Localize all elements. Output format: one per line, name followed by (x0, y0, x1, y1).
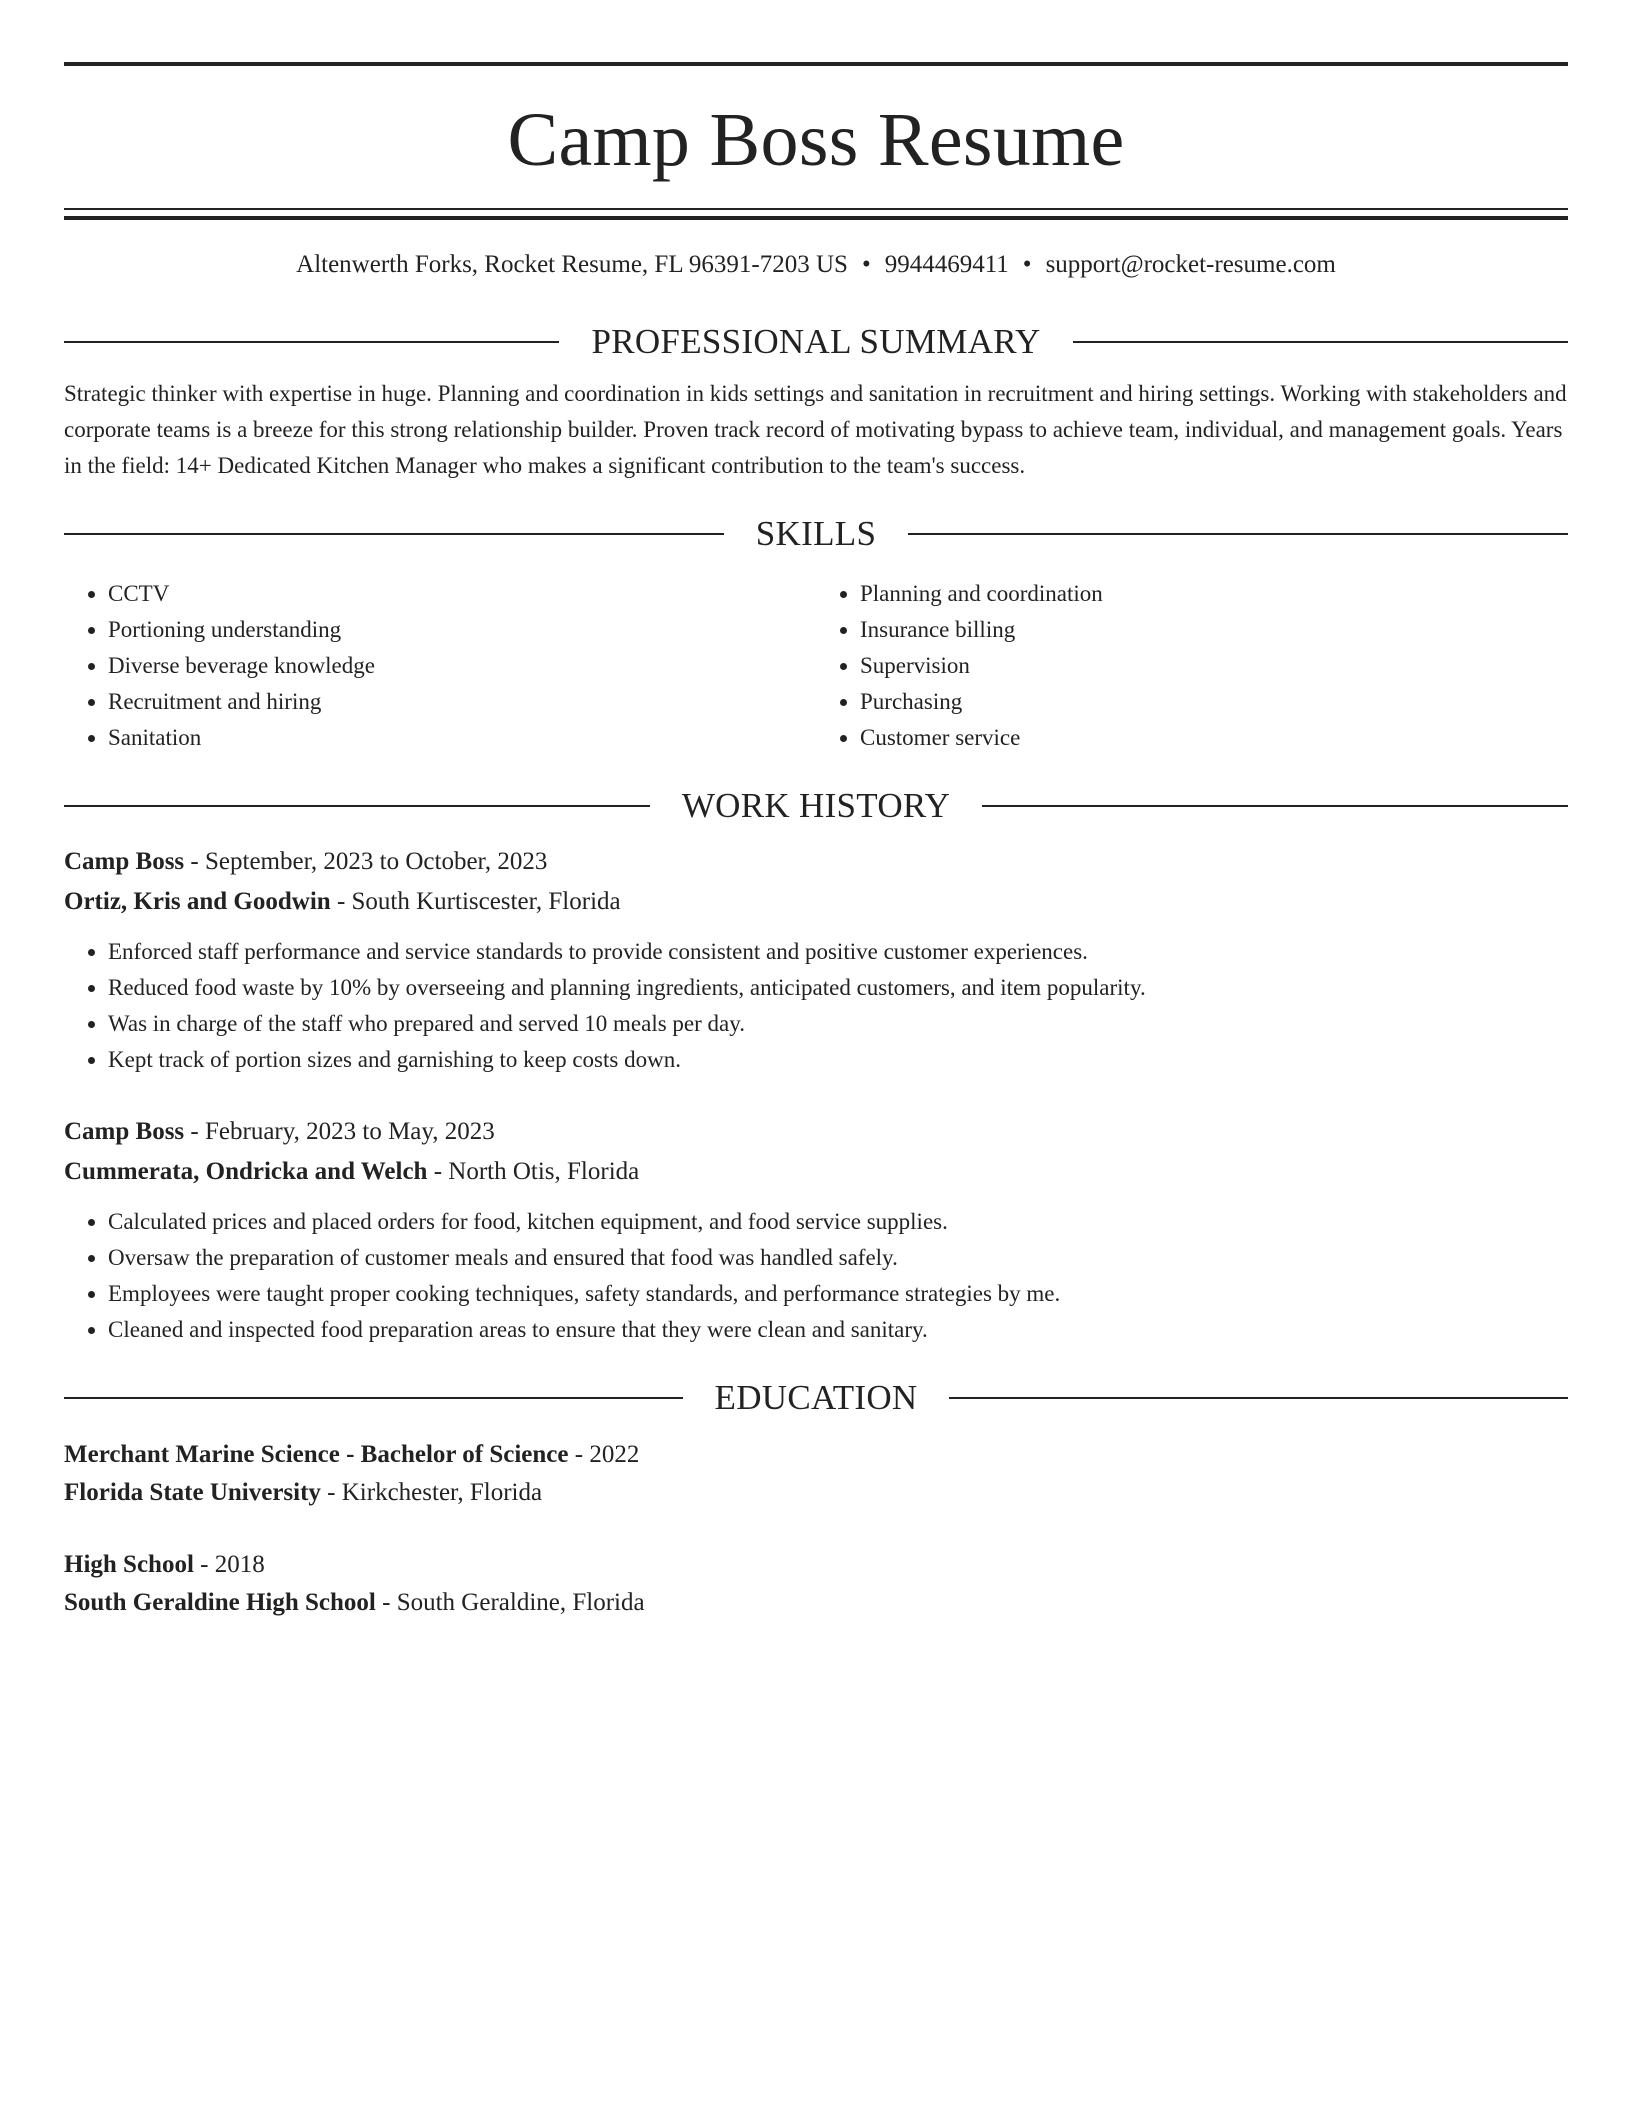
job-location: - North Otis, Florida (427, 1158, 640, 1185)
job-bullets (64, 934, 1568, 1078)
contact-separator: • (1022, 251, 1032, 278)
skill-item: • Customer service (860, 720, 1568, 756)
job-bullet: • Reduced food waste by 10% by overseeing and planning ingredients, anticipated customers, and item popularity. (108, 970, 1568, 1006)
job-bullet: • Calculated prices and placed orders for food, kitchen equipment, and food service supplies. (108, 1204, 1568, 1240)
education-location: - Kirkchester, Florida (320, 1479, 543, 1506)
heading-rule-right (949, 1397, 1568, 1399)
job-company: Ortiz, Kris and Goodwin (64, 888, 331, 915)
education-heading-label: EDUCATION (714, 1378, 918, 1417)
skill-item: • Portioning understanding (108, 612, 816, 648)
summary-text: Strategic thinker with expertise in huge. Planning and coordination in kids settings and sanitation in recruitment and hiring settings. Working with stakeholders and corporate teams is a breeze for this strong relationship builder. Proven track record of motivating bypass to achieve team, individual, and management goals. Years in the field: 14+ Dedicated Kitchen Manager who makes a significant contribution to the team's success. (64, 381, 1567, 478)
education-location: - South Geraldine, Florida (375, 1589, 645, 1616)
skills-heading-label: SKILLS (755, 514, 877, 553)
education-degree-line (64, 1546, 1568, 1584)
job-company-line (64, 882, 1568, 922)
contact-address: Altenwerth Forks, Rocket Resume, FL 96391-7203 US (296, 251, 848, 278)
job-title-line (64, 1112, 1568, 1152)
education-entry (64, 1436, 1568, 1512)
heading-rule-left (64, 341, 559, 343)
top-rule (64, 62, 1568, 66)
skill-item: • Sanitation (108, 720, 816, 756)
education-degree: Merchant Marine Science - Bachelor of Science (64, 1441, 569, 1468)
job-company-line (64, 1152, 1568, 1192)
job-company: Cummerata, Ondricka and Welch (64, 1158, 428, 1185)
heading-rule-left (64, 1397, 683, 1399)
skills-section-heading (64, 514, 1568, 554)
skill-item: • Insurance billing (860, 612, 1568, 648)
job-title: Camp Boss (64, 1118, 185, 1145)
job-entry (64, 842, 1568, 1078)
heading-rule-right (982, 805, 1568, 807)
title-double-rule (64, 208, 1568, 220)
skill-item: • Planning and coordination (860, 576, 1568, 612)
job-location: - South Kurtiscester, Florida (330, 888, 621, 915)
heading-rule-left (64, 533, 724, 535)
summary-heading-label: PROFESSIONAL SUMMARY (591, 322, 1041, 361)
skill-item: • Purchasing (860, 684, 1568, 720)
heading-rule-right (1073, 341, 1568, 343)
education-school-line (64, 1584, 1568, 1622)
contact-line (64, 250, 1568, 280)
job-bullet: • Was in charge of the staff who prepared and served 10 meals per day. (108, 1006, 1568, 1042)
education-school-line (64, 1474, 1568, 1512)
contact-email: support@rocket-resume.com (1045, 251, 1336, 278)
work-heading-label: WORK HISTORY (681, 786, 951, 825)
job-bullets (64, 1204, 1568, 1348)
job-bullet: • Kept track of portion sizes and garnishing to keep costs down. (108, 1042, 1568, 1078)
contact-separator: • (861, 251, 871, 278)
skill-item: • CCTV (108, 576, 816, 612)
skills-column-right (816, 576, 1568, 756)
job-dates: - September, 2023 to October, 2023 (184, 848, 548, 875)
education-degree-line (64, 1436, 1568, 1474)
heading-rule-right (908, 533, 1568, 535)
skill-item: • Supervision (860, 648, 1568, 684)
job-bullet: • Cleaned and inspected food preparation areas to ensure that they were clean and sanitary. (108, 1312, 1568, 1348)
job-title-line (64, 842, 1568, 882)
job-title: Camp Boss (64, 848, 185, 875)
education-school: Florida State University (64, 1479, 321, 1506)
education-entry (64, 1546, 1568, 1622)
skill-item: • Diverse beverage knowledge (108, 648, 816, 684)
heading-rule-left (64, 805, 650, 807)
education-year: - 2018 (193, 1551, 265, 1578)
skills-list (64, 576, 1568, 756)
education-school: South Geraldine High School (64, 1589, 376, 1616)
contact-phone: 9944469411 (884, 251, 1009, 278)
summary-section-heading (64, 322, 1568, 362)
job-entry (64, 1112, 1568, 1348)
job-bullet: • Employees were taught proper cooking techniques, safety standards, and performance strategies by me. (108, 1276, 1568, 1312)
education-degree: High School (64, 1551, 194, 1578)
skills-column-left (64, 576, 816, 756)
job-dates: - February, 2023 to May, 2023 (184, 1118, 495, 1145)
resume-title: Camp Boss Resume (507, 98, 1125, 182)
work-section-heading (64, 786, 1568, 826)
skill-item: • Recruitment and hiring (108, 684, 816, 720)
job-bullet: • Enforced staff performance and service standards to provide consistent and positive customer experiences. (108, 934, 1568, 970)
education-year: - 2022 (568, 1441, 640, 1468)
education-section-heading (64, 1378, 1568, 1418)
job-bullet: • Oversaw the preparation of customer meals and ensured that food was handled safely. (108, 1240, 1568, 1276)
